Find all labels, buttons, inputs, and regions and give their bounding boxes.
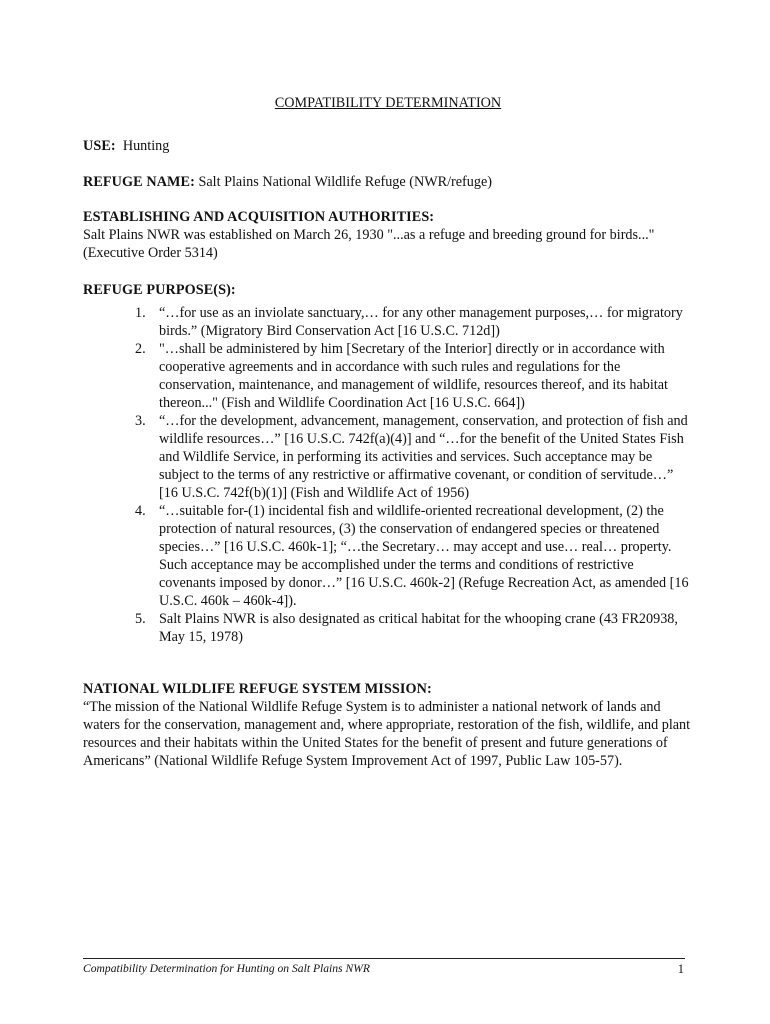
list-item bbox=[83, 502, 693, 610]
list-item bbox=[83, 340, 693, 412]
document-title: COMPATIBILITY DETERMINATION bbox=[274, 95, 502, 111]
list-item-text: “…suitable for-(1) incidental fish and wildlife-oriented recreational development, (2) the protection of natural resources, (3) the conservation of endangered species or threatened species…” [16 U.S.C. 460k-1]; “…the Secretary… may accept and use… real… property. Such acceptance may be accomplished under the terms and conditions of restrictive covenants imposed by donor…” [16 U.S.C. 460k-2] (Refuge Recreation Act, as amended [16 U.S.C. 460k – 460k-4]). bbox=[159, 503, 689, 609]
footer-document-title: Compatibility Determination for Hunting on Salt Plains NWR bbox=[83, 962, 370, 975]
list-item bbox=[83, 412, 693, 502]
authorities-text: Salt Plains NWR was established on March 26, 1930 "...as a refuge and breeding ground for birds..." (Executive Order 5314) bbox=[83, 227, 655, 261]
refuge-name-label: REFUGE NAME: bbox=[83, 174, 195, 190]
purposes-list bbox=[83, 304, 693, 646]
refuge-name-field bbox=[83, 173, 693, 191]
list-item-number: 2. bbox=[135, 341, 146, 357]
mission-heading: NATIONAL WILDLIFE REFUGE SYSTEM MISSION: bbox=[83, 681, 432, 697]
mission-section bbox=[83, 680, 691, 770]
list-item-text: “…for use as an inviolate sanctuary,… for any other management purposes,… for migratory birds.” (Migratory Bird Conservation Act [16 U.S.C. 712d]) bbox=[159, 305, 683, 339]
purposes-heading: REFUGE PURPOSE(S): bbox=[83, 282, 236, 298]
footer-divider bbox=[83, 958, 685, 959]
use-label: USE: bbox=[83, 138, 116, 154]
list-item bbox=[83, 610, 693, 646]
list-item-text: Salt Plains NWR is also designated as critical habitat for the whooping crane (43 FR20938, May 15, 1978) bbox=[159, 611, 678, 645]
refuge-name-value: Salt Plains National Wildlife Refuge (NWR/refuge) bbox=[198, 174, 492, 190]
use-field bbox=[83, 137, 693, 155]
use-value: Hunting bbox=[122, 138, 170, 154]
authorities-heading: ESTABLISHING AND ACQUISITION AUTHORITIES: bbox=[83, 209, 435, 225]
list-item bbox=[83, 304, 693, 340]
mission-text: “The mission of the National Wildlife Refuge System is to administer a national network of lands and waters for the conservation, management and, where appropriate, restoration of the fish, wildlife, and plant resources and their habitats within the United States for the benefit of present and future generations of Americans” (National Wildlife Refuge System Improvement Act of 1997, Public Law 105-57). bbox=[83, 699, 691, 769]
list-item-number: 1. bbox=[135, 305, 146, 321]
list-item-text: "…shall be administered by him [Secretary of the Interior] directly or in accordance with cooperative agreements and in accordance with such rules and regulations for the conservation, maintenance, and management of wildlife, resources thereof, and its habitat thereon..." (Fish and Wildlife Coordination Act [16 U.S.C. 664]) bbox=[159, 341, 668, 411]
list-item-number: 5. bbox=[135, 611, 146, 627]
list-item-text: “…for the development, advancement, management, conservation, and protection of fish and wildlife resources…” [16 U.S.C. 742f(a)(4)] and “…for the benefit of the United States Fish and Wildlife Service, in performing its activities and services. Such acceptance may be subject to the terms of any restrictive or affirmative covenant, or condition of servitude…” [16 U.S.C. 742f(b)(1)] (Fish and Wildlife Act of 1956) bbox=[159, 413, 688, 501]
purposes-section bbox=[83, 281, 691, 299]
list-item-number: 3. bbox=[135, 413, 146, 429]
list-item-number: 4. bbox=[135, 503, 146, 519]
page-number: 1 bbox=[677, 962, 684, 976]
authorities-section bbox=[83, 208, 691, 262]
